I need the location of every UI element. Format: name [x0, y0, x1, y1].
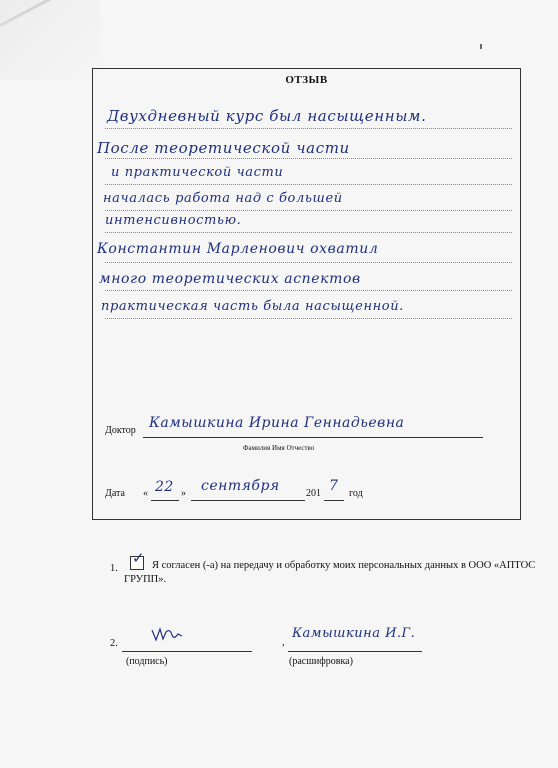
review-rule-2: [105, 157, 512, 159]
signature-line: [122, 650, 252, 652]
decoding-line: [288, 650, 422, 652]
signature-label: (подпись): [126, 656, 168, 667]
doctor-name-handwritten: Камышкина Ирина Геннадьевна: [149, 415, 405, 431]
consent-checkbox[interactable]: [130, 549, 145, 570]
review-line-1: Двухдневный курс был насыщенным.: [107, 107, 427, 125]
review-line-7: много теоретических аспектов: [99, 271, 361, 287]
review-rule-8: [105, 317, 512, 319]
review-line-3: и практической части: [111, 165, 284, 180]
review-rule-5: [105, 231, 512, 233]
review-rule-1: [105, 127, 512, 129]
check-mark-icon: ✓: [132, 549, 145, 567]
review-form-frame: [92, 68, 521, 520]
date-label: Дата: [105, 488, 125, 499]
date-year-line: [324, 499, 344, 501]
date-day-handwritten: 22: [155, 479, 174, 495]
doctor-name-hint: Фамилия Имя Отчество: [243, 444, 315, 452]
signature-scribble-icon: [150, 626, 184, 644]
scan-speck: [480, 44, 482, 49]
scan-shadow: [0, 0, 100, 80]
doctor-name-line: [143, 436, 483, 438]
decoding-label: (расшифровка): [289, 656, 353, 667]
date-year-handwritten: 7: [329, 478, 339, 494]
consent-number: 1.: [110, 563, 118, 574]
review-line-6: Константин Марленович охватил: [97, 241, 379, 257]
review-line-5: интенсивностью.: [105, 213, 242, 228]
date-year-prefix: 201: [306, 488, 321, 499]
review-line-8: практическая часть была насыщенной.: [101, 299, 404, 314]
doctor-label: Доктор: [105, 425, 136, 436]
date-close-quote: »: [181, 488, 186, 499]
consent-text: Я согласен (-а) на передачу и обработку моих персональных данных в ООО «АПТОС ГРУПП».: [124, 560, 536, 585]
decoding-handwritten: Камышкина И.Г.: [292, 626, 416, 641]
review-line-2: После теоретической части: [97, 139, 350, 157]
review-rule-4: [105, 209, 512, 211]
review-rule-3: [105, 183, 512, 185]
date-year-suffix: год: [349, 488, 363, 499]
signature-handwritten: [150, 626, 184, 648]
review-rule-7: [105, 289, 512, 291]
date-month-handwritten: сентября: [201, 478, 280, 494]
review-rule-6: [105, 261, 512, 263]
date-open-quote: «: [143, 488, 148, 499]
date-month-line: [191, 499, 305, 501]
signature-number: 2.: [110, 638, 118, 649]
form-title: ОТЗЫВ: [285, 74, 328, 86]
review-line-4: началась работа над с большей: [103, 191, 343, 206]
decoding-comma: ,: [282, 637, 285, 648]
date-day-line: [151, 499, 179, 501]
consent-block: [124, 549, 536, 587]
